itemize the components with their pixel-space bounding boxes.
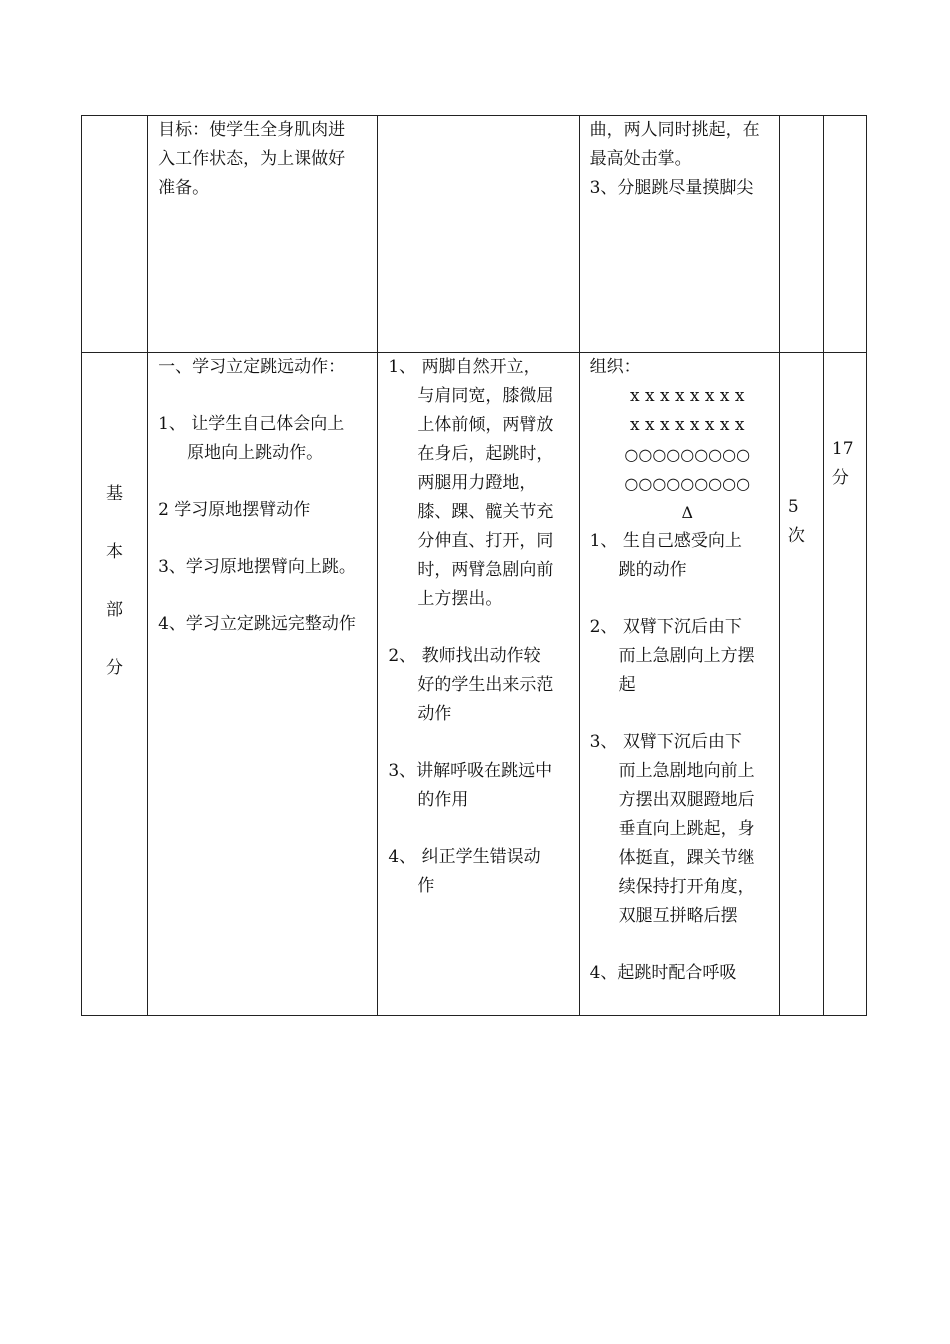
- count-unit: 次: [787, 526, 805, 546]
- lesson-plan-table: [81, 115, 867, 1016]
- goal-cell: [148, 116, 378, 353]
- table-row: [82, 353, 867, 1016]
- teacher-line: 动作: [417, 704, 452, 724]
- student-line: 1、 生自己感受向上: [589, 531, 742, 551]
- student-line: 4、起跳时配合呼吸: [589, 963, 737, 983]
- student-line: 垂直向上跳起，身: [618, 819, 755, 839]
- teacher-line: 膝、踝、髋关节充: [417, 502, 554, 522]
- teacher-line: 1、 两脚自然开立，: [388, 357, 541, 377]
- minutes-cell: [823, 116, 866, 353]
- student-line: 而上急剧向上方摆: [618, 646, 755, 666]
- teacher-position-marker: Δ: [681, 503, 694, 522]
- student-cell: [579, 116, 779, 353]
- content-item: 4、学习立定跳远完整动作: [158, 614, 356, 634]
- content-item: 原地向上跳动作。: [187, 443, 324, 463]
- formation-row: ○○○○○○○○○: [624, 474, 751, 493]
- teacher-line: 在身后，起跳时，: [417, 444, 554, 464]
- formation-row: x x x x x x x x: [629, 386, 745, 406]
- content-item: 1、 让学生自己体会向上: [158, 414, 345, 434]
- formation-row: x x x x x x x x: [629, 415, 745, 435]
- teacher-line: 好的学生出来示范: [417, 675, 554, 695]
- organization-label: 组织：: [589, 357, 641, 377]
- content-item: 2 学习原地摆臂动作: [158, 500, 311, 520]
- teacher-line: 上方摆出。: [417, 589, 503, 609]
- student-line: 2、 双臂下沉后由下: [589, 617, 742, 637]
- content-cell: [148, 353, 378, 1016]
- teacher-line: 4、 纠正学生错误动: [388, 847, 541, 867]
- student-line: 3、 双臂下沉后由下: [589, 732, 742, 752]
- student-line: 跳的动作: [618, 560, 687, 580]
- table-row: [82, 116, 867, 353]
- student-line: 最高处击掌。: [589, 149, 692, 169]
- teacher-line: 两腿用力蹬地，: [417, 473, 537, 493]
- teacher-line: 的作用: [417, 790, 469, 810]
- formation-diagram: [590, 382, 771, 527]
- student-line: 双腿互拼略后摆: [618, 906, 738, 926]
- section-char: 分: [106, 658, 124, 678]
- count-value: 5: [787, 497, 799, 517]
- student-activity-cell: [579, 353, 779, 1016]
- section-char: 基: [106, 484, 124, 504]
- section-char: 本: [106, 542, 124, 562]
- student-line: 起: [618, 675, 636, 695]
- student-line: 方摆出双腿蹬地后: [618, 790, 755, 810]
- teacher-activity-cell: [378, 353, 579, 1016]
- duration-cell: [823, 353, 866, 1016]
- student-line: 3、分腿跳尽量摸脚尖: [589, 178, 754, 198]
- teacher-line: 2、 教师找出动作较: [388, 646, 541, 666]
- student-line: 体挺直，踝关节继: [618, 848, 755, 868]
- minutes-value: 17: [831, 439, 854, 459]
- teacher-line: 分伸直、打开，同: [417, 531, 554, 551]
- formation-row: ○○○○○○○○○: [624, 445, 751, 464]
- student-line: 续保持打开角度，: [618, 877, 755, 897]
- student-line: 而上急剧地向前上: [618, 761, 755, 781]
- section-char: 部: [106, 600, 124, 620]
- section-cell: [82, 116, 148, 353]
- teacher-line: 与肩同宽，膝微屈: [417, 386, 554, 406]
- goal-line: 入工作状态，为上课做好: [158, 149, 346, 169]
- goal-line: 准备。: [158, 178, 210, 198]
- teacher-line: 时，两臂急剧向前: [417, 560, 554, 580]
- teacher-line: 上体前倾，两臂放: [417, 415, 554, 435]
- teacher-line: 作: [417, 876, 435, 896]
- goal-line: 目标：使学生全身肌肉进: [158, 120, 346, 140]
- count-cell: [779, 116, 823, 353]
- repetition-count-cell: [779, 353, 823, 1016]
- section-label-cell: [82, 353, 148, 1016]
- student-line: 曲，两人同时挑起，在: [589, 120, 760, 140]
- content-title: 一、学习立定跳远动作：: [158, 357, 346, 377]
- teacher-line: 3、讲解呼吸在跳远中: [388, 761, 553, 781]
- content-item: 3、学习原地摆臂向上跳。: [158, 557, 356, 577]
- teacher-cell: [378, 116, 579, 353]
- minutes-unit: 分: [831, 468, 849, 488]
